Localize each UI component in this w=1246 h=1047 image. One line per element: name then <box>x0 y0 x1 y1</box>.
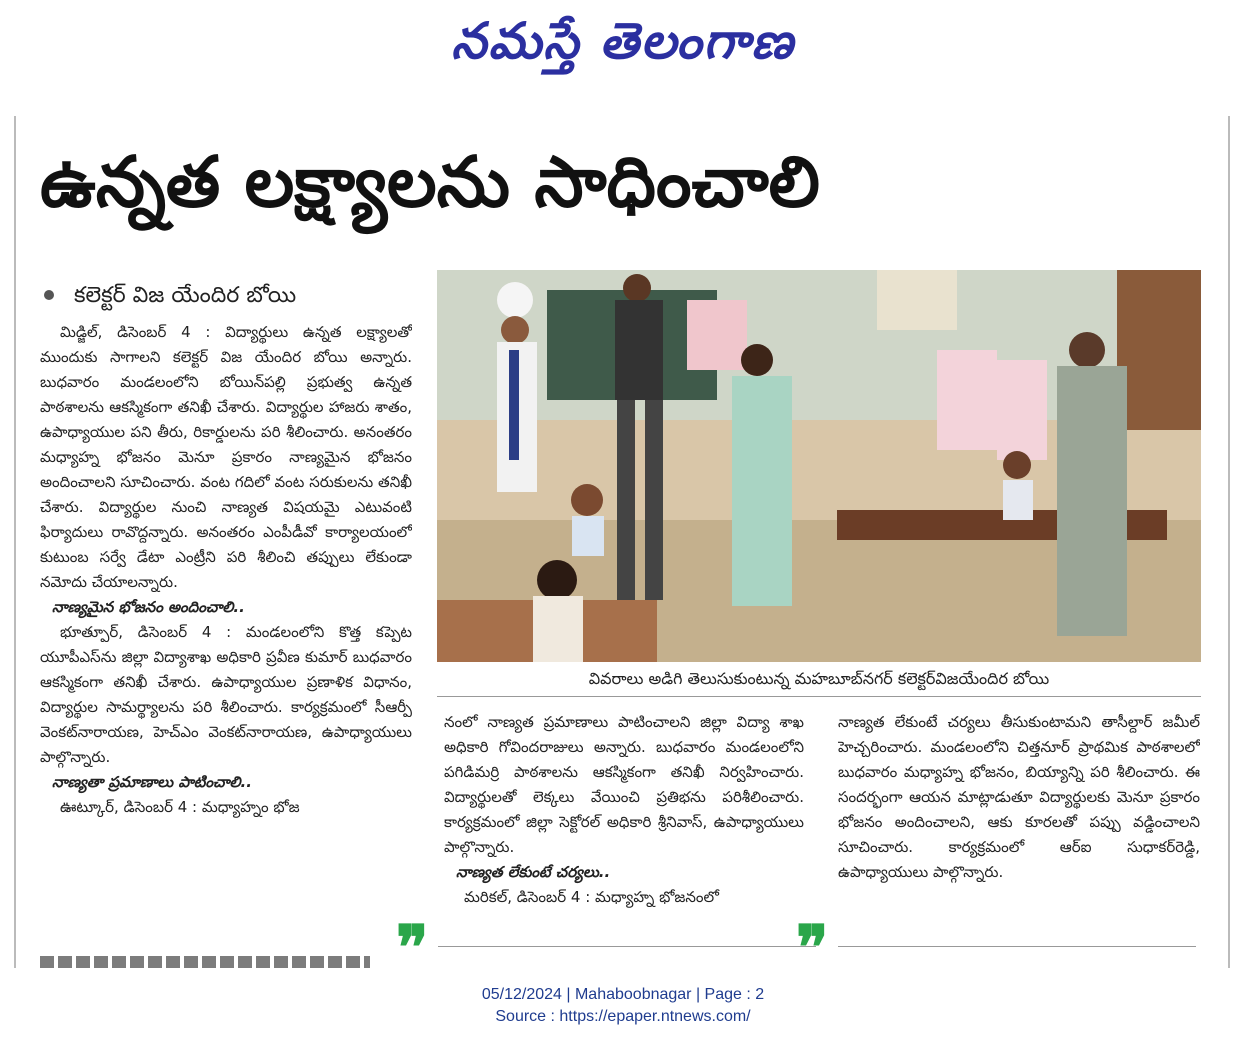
photo-caption: వివరాలు అడిగి తెలుసుకుంటున్న మహబూబ్‌నగర్ కలెక్టర్‌విజయేందిర బోయి <box>588 669 1050 688</box>
paragraph-chittanoor: నాణ్యత లేకుంటే చర్యలు తీసుకుంటామని తాసీల్దార్ జమీల్ హెచ్చరించారు. మండలంలోని చిత్తనూర్ ప్రాథమిక పాఠశాలలో బుధవారం మధ్యాహ్న భోజనం, బియ్యాన్ని పరి శీలించారు. ఈ సందర్భంగా ఆయన మాట్లాడుతూ విద్యార్థులకు మెనూ ప్రకారం భోజనం అందించాలని, ఆకు కూరలతో పప్పు వడ్డించాలని సూచించారు. కార్యక్రమంలో ఆర్‌ఐ సుధాకర్‌రెడ్డి, ఉపాధ్యాయులు పాల్గొన్నారు. <box>838 713 1200 881</box>
paragraph-govindarajulu: నంలో నాణ్యత ప్రమాణాలు పాటించాలని జిల్లా విద్యా శాఖ అధికారి గోవిందరాజులు అన్నారు. బుధవారం మండలంలోని పగిడిమర్రి పాఠశాలను ఆకస్మికంగా తనిఖీ నిర్వహించారు. విద్యార్థులతో లెక్కలు వేయించి ప్రతిభను పరిశీలించారు. కార్యక్రమంలో జిల్లా సెక్టోరల్ అధికారి శ్రీనివాస్, ఉపాధ్యాయులు పాల్గొన్నారు. <box>444 713 804 856</box>
bottom-rule-right <box>838 946 1196 947</box>
article-photo <box>437 270 1201 662</box>
bottom-rule-left <box>438 946 816 947</box>
bullet-icon <box>44 290 54 300</box>
paragraph-bhoothpur: భూత్పూర్, డిసెంబర్ 4 : మండలంలోని కొత్త కప్పెట యూపీఎస్‌ను జిల్లా విద్యాశాఖ అధికారి ప్రవీణ కుమార్ బుధవారం ఆకస్మికంగా తనిఖీ చేశారు. ఉపాధ్యాయుల ప్రణాళిక విధానం, విద్యార్థుల సామర్థ్యాలను పరి శీలించారు. కార్యక్రమంలో సీఆర్పీ వెంకట్‌నారాయణ, హెచ్‌ఎం వెంకట్‌నారాయణ, ఉపాధ్యాయులు పాల్గొన్నారు. <box>40 623 412 766</box>
section-heading-quality-standards: నాణ్యతా ప్రమాణాలు పాటించాలి.. <box>52 773 252 791</box>
quote-mark-icon: ❞ <box>396 913 429 983</box>
quote-mark-icon: ❞ <box>796 913 829 983</box>
caption-divider <box>437 696 1201 697</box>
article-headline: ఉన్నత లక్ష్యాలను సాధించాలి <box>40 141 820 223</box>
article-subhead <box>40 278 420 314</box>
paragraph-utkoor: ఊట్కూర్, డిసెంబర్ 4 : మధ్యాహ్నం భోజ <box>60 798 300 816</box>
section-heading-quality-food: నాణ్యమైన భోజనం అందించాలి.. <box>52 598 245 616</box>
classroom-photo-illustration <box>437 270 1201 662</box>
article-column-2 <box>444 710 804 935</box>
section-heading-action: నాణ్యత లేకుంటే చర్యలు.. <box>456 863 611 881</box>
cropped-text-fragment <box>40 956 370 968</box>
footer-source: Source : https://epaper.ntnews.com/ <box>495 1008 751 1025</box>
article-column-3 <box>838 710 1200 935</box>
paragraph-marikal: మరికల్, డిసెంబర్ 4 : మధ్యాహ్న భోజనంలో <box>464 888 719 906</box>
newspaper-masthead: నమస్తే తెలంగాణ <box>451 11 795 70</box>
footer-edition-info: 05/12/2024 | Mahaboobnagar | Page : 2 <box>481 986 765 1003</box>
article-column-1 <box>40 320 412 960</box>
subhead-text: కలెక్టర్ విజ యేందిర బోయి <box>74 283 297 308</box>
paragraph-midjil: మిడ్జిల్, డిసెంబర్ 4 : విద్యార్థులు ఉన్నత లక్ష్యాలతో ముందుకు సాగాలని కలెక్టర్ విజ యేందిర బోయి అన్నారు. బుధవారం మండలంలోని బోయిన్‌పల్లి ప్రభుత్వ ఉన్నత పాఠశాలను ఆకస్మికంగా తనిఖీ చేశారు. విద్యార్థుల హాజరు శాతం, ఉపాధ్యాయుల పని తీరు, రికార్డులను పరి శీలించారు. అనంతరం మధ్యాహ్న భోజనం మెనూ ప్రకారం నాణ్యమైన భోజనం అందించాలని సూచించారు. వంట గదిలో వంట సరుకులను తనిఖీ చేశారు. విద్యార్థుల నుంచి నాణ్యత విషయమై ఎటువంటి ఫిర్యాదులు రావొద్దన్నారు. అనంతరం ఎంపీడీవో కార్యాలయంలో కుటుంబ సర్వే డేటా ఎంట్రీని పరి శీలించి తప్పులు లేకుండా నమోదు చేయాలన్నారు. <box>40 323 412 591</box>
